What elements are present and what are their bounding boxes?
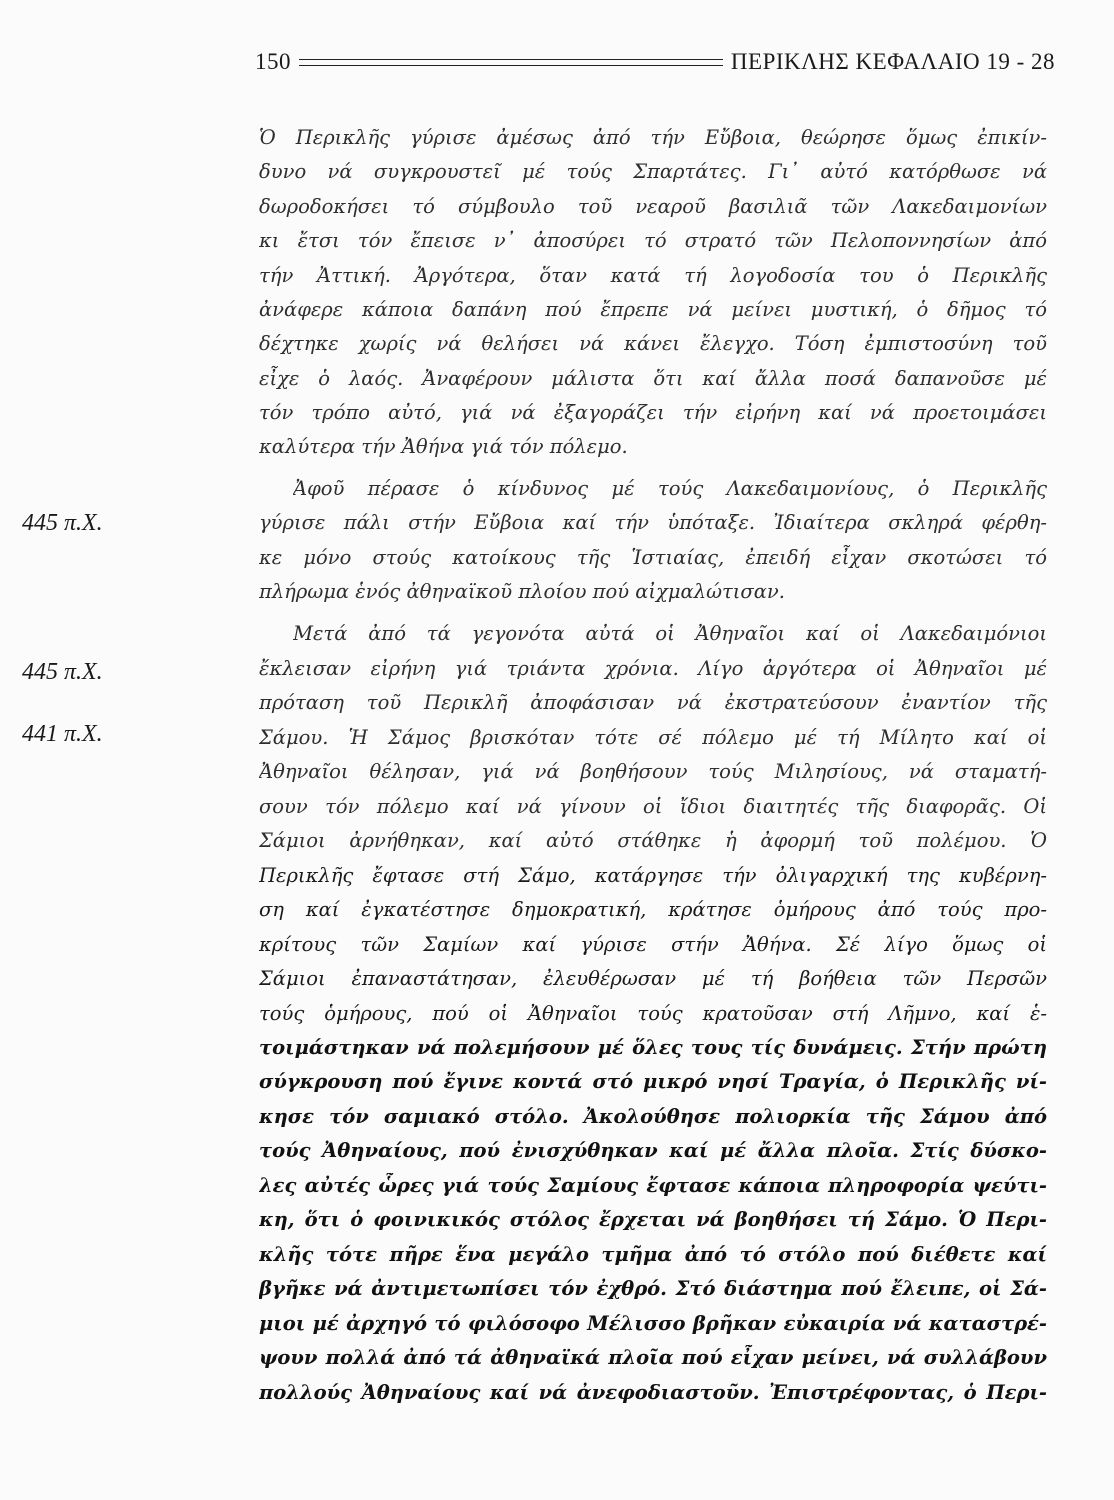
text-line: γύρισε πάλι στήν Εὔβοια καί τήν ὑπόταξε. Ἰδιαίτερα σκληρά φέρθη- xyxy=(259,511,1047,534)
text-line: ἀνάφερε κάποια δαπάνη πού ἔπρεπε νά μείνει μυστική, ὁ δῆμος τό xyxy=(259,298,1047,321)
running-header xyxy=(255,44,1055,80)
text-line: τήν Ἀττική. Ἀργότερα, ὅταν κατά τή λογοδοσία του ὁ Περικλῆς xyxy=(259,264,1047,287)
text-line: Σάμιοι ἀρνήθηκαν, καί αὐτό στάθηκε ἡ ἀφορμή τοῦ πολέμου. Ὁ xyxy=(259,829,1047,852)
text-line: λες αὐτές ὧρες γιά τούς Σαμίους ἔφτασε κάποια πληροφορία ψεύτι- xyxy=(259,1174,1047,1197)
text-line: καλύτερα τήν Ἀθήνα γιά τόν πόλεμο. xyxy=(259,435,628,458)
text-line: πολλούς Ἀθηναίους καί νά ἀνεφοδιαστοῦν. Ἐπιστρέφοντας, ὁ Περι- xyxy=(259,1381,1047,1404)
text-line: Σάμου. Ἡ Σάμος βρισκόταν τότε σέ πόλεμο μέ τή Μίλητο καί οἱ xyxy=(259,726,1047,749)
text-line: πλήρωμα ἑνός ἀθηναϊκοῦ πλοίου πού αἰχμαλώτισαν. xyxy=(259,580,785,603)
text-line: εἶχε ὁ λαός. Ἀναφέρουν μάλιστα ὅτι καί ἄλλα ποσά δαπανοῦσε μέ xyxy=(259,367,1047,390)
text-line: βγῆκε νά ἀντιμετωπίσει τόν ἐχθρό. Στό διάστημα πού ἔλειπε, οἱ Σά- xyxy=(259,1277,1047,1300)
text-line: ἔκλεισαν εἰρήνη γιά τριάντα χρόνια. Λίγο ἀργότερα οἱ Ἀθηναῖοι μέ xyxy=(259,657,1047,680)
page-number: 150 xyxy=(255,49,291,74)
text-line: ψουν πολλά ἀπό τά ἀθηναϊκά πλοῖα πού εἶχαν μείνει, νά συλλάβουν xyxy=(259,1346,1047,1369)
text-line: πρόταση τοῦ Περικλῆ ἀποφάσισαν νά ἐκστρατεύσουν ἐναντίον τῆς xyxy=(259,691,1047,714)
text-line: κη, ὅτι ὁ φοινικικός στόλος ἔρχεται νά βοηθήσει τή Σάμο. Ὁ Περι- xyxy=(259,1208,1047,1231)
text-line: σύγκρουση πού ἔγινε κοντά στό μικρό νησί Τραγία, ὁ Περικλῆς νί- xyxy=(259,1070,1047,1093)
margin-date-note: 441 π.Χ. xyxy=(22,721,103,747)
text-line: τόν τρόπο αὐτό, γιά νά ἐξαγοράζει τήν εἰρήνη καί νά προετοιμάσει xyxy=(259,401,1047,424)
text-line: Ἀθηναῖοι θέλησαν, γιά νά βοηθήσουν τούς Μιλησίους, νά σταματή- xyxy=(259,760,1047,783)
text-line: ση καί ἐγκατέστησε δημοκρατική, κράτησε ὁμήρους ἀπό τούς προ- xyxy=(259,898,1047,921)
running-title: ΠΕΡΙΚΛΗΣ ΚΕΦΑΛΑΙΟ 19 - 28 xyxy=(730,49,1055,74)
text-line: Σάμιοι ἐπαναστάτησαν, ἐλευθέρωσαν μέ τή βοήθεια τῶν Περσῶν xyxy=(259,967,1047,990)
text-line: Μετά ἀπό τά γεγονότα αὐτά οἱ Ἀθηναῖοι καί οἱ Λακεδαιμόνιοι xyxy=(293,622,1047,645)
text-line: δωροδοκήσει τό σύμβουλο τοῦ νεαροῦ βασιλιᾶ τῶν Λακεδαιμονίων xyxy=(259,195,1047,218)
text-line: τοιμάστηκαν νά πολεμήσουν μέ ὅλες τους τίς δυνάμεις. Στήν πρώτη xyxy=(259,1036,1047,1059)
text-line: δυνο νά συγκρουστεῖ μέ τούς Σπαρτάτες. Γι᾽ αὐτό κατόρθωσε νά xyxy=(259,160,1047,183)
text-line: τούς Ἀθηναίους, πού ἐνισχύθηκαν καί μέ ἄλλα πλοῖα. Στίς δύσκο- xyxy=(259,1139,1047,1162)
header-double-rule xyxy=(299,59,723,66)
text-line: Ἀφοῦ πέρασε ὁ κίνδυνος μέ τούς Λακεδαιμονίους, ὁ Περικλῆς xyxy=(293,477,1047,500)
text-line: Ὁ Περικλῆς γύρισε ἀμέσως ἀπό τήν Εὔβοια, θεώρησε ὅμως ἐπικίν- xyxy=(259,126,1047,149)
text-line: μιοι μέ ἀρχηγό τό φιλόσοφο Μέλισσο βρῆκαν εὐκαιρία νά καταστρέ- xyxy=(259,1312,1047,1335)
text-line: Περικλῆς ἔφτασε στή Σάμο, κατάργησε τήν ὀλιγαρχική της κυβέρνη- xyxy=(259,864,1047,887)
text-line: τούς ὁμήρους, πού οἱ Ἀθηναῖοι τούς κρατοῦσαν στή Λῆμνο, καί ἑ- xyxy=(259,1002,1047,1025)
text-line: σουν τόν πόλεμο καί νά γίνουν οἱ ἴδιοι διαιτητές τῆς διαφορᾶς. Οἱ xyxy=(259,795,1047,818)
text-line: κλῆς τότε πῆρε ἕνα μεγάλο τμῆμα ἀπό τό στόλο πού διέθετε καί xyxy=(259,1243,1047,1266)
text-line: κρίτους τῶν Σαμίων καί γύρισε στήν Ἀθήνα. Σέ λίγο ὅμως οἱ xyxy=(259,933,1047,956)
margin-date-note: 445 π.Χ. xyxy=(22,659,103,685)
text-line: κι ἔτσι τόν ἔπεισε ν᾽ ἀποσύρει τό στρατό τῶν Πελοποννησίων ἀπό xyxy=(259,229,1047,252)
text-line: δέχτηκε χωρίς νά θελήσει νά κάνει ἔλεγχο. Τόση ἐμπιστοσύνη τοῦ xyxy=(259,332,1047,355)
margin-date-note: 445 π.Χ. xyxy=(22,510,103,536)
text-line: κε μόνο στούς κατοίκους τῆς Ἱστιαίας, ἐπειδή εἶχαν σκοτώσει τό xyxy=(259,546,1047,569)
text-line: κησε τόν σαμιακό στόλο. Ἀκολούθησε πολιορκία τῆς Σάμου ἀπό xyxy=(259,1105,1047,1128)
